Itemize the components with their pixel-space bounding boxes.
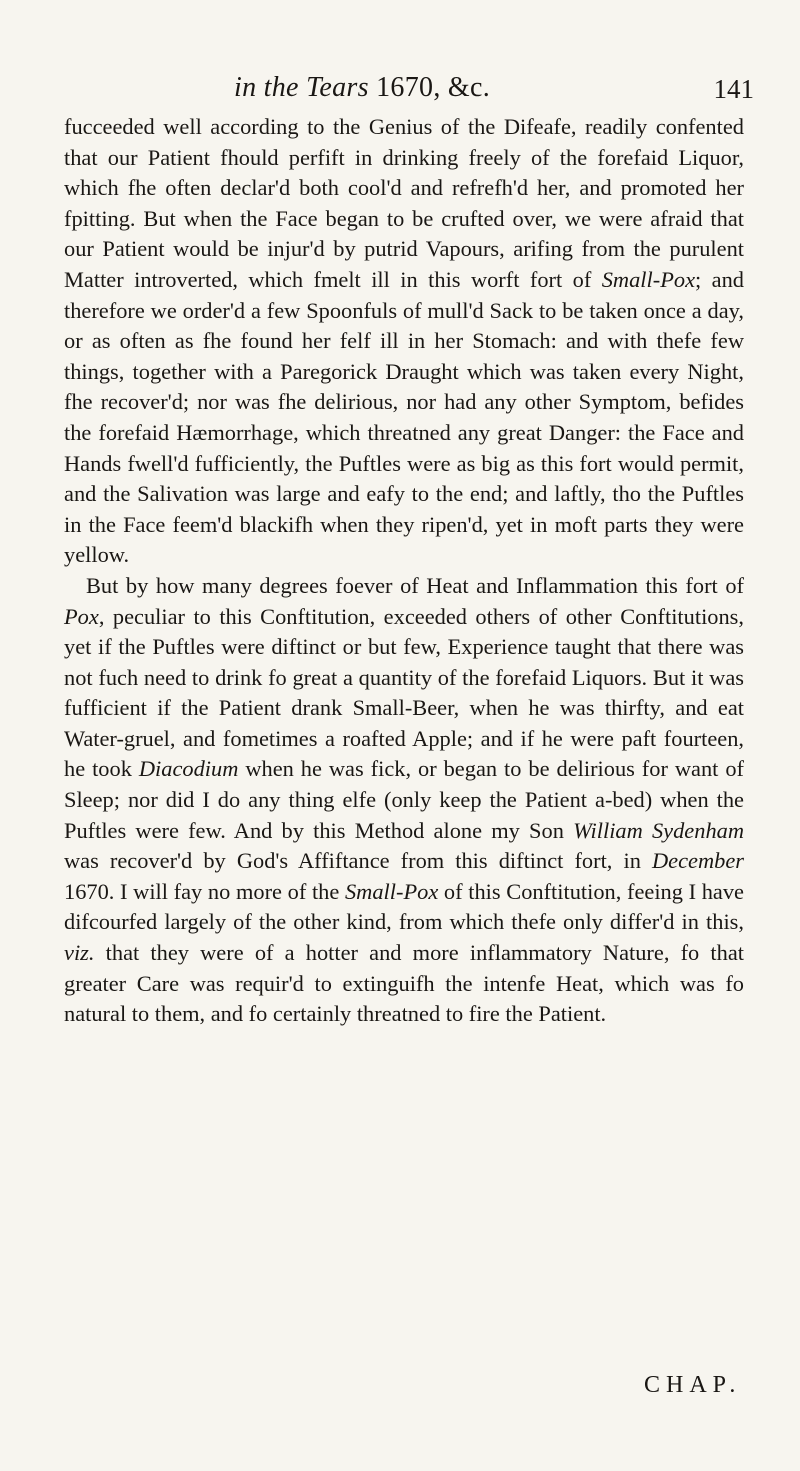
text-run: ; and therefore we order'd a few Spoonfuls of mull'd Sack to be taken once a day, or as often as fhe found her felf ill in her Stomach: and with thefe few things, together with a Paregorick Draught which was taken every Night, fhe recover'd; nor was fhe delirious, nor had any other Symptom, befides the forefaid Hæmorrhage, which threatned any great Danger: the Face and Hands fwell'd fufficiently, the Puftles were as big as this fort would permit, and the Salivation was large and eafy to the end; and laftly, tho the Puftles in the Face feem'd blackifh when they ripen'd, yet in moft parts they were yellow.	[64, 266, 744, 568]
italic-text-run: William Sydenham	[573, 817, 744, 843]
text-run: fucceeded well according to the Genius of the Difeafe, readily confented that our Patient fhould perfift in drinking freely of the forefaid Liquor, which fhe often declar'd both cool'd and refrefh'd her, and promoted her fpitting. But when the Face began to be crufted over, we were afraid that our Patient would be injur'd by putrid Vapours, arifing from the purulent Matter introverted, which fmelt ill in this worft fort of	[64, 114, 744, 292]
text-run: But by how many degrees foever of Heat and Inflammation this fort of	[86, 572, 744, 598]
text-run: that they were of a hotter and more inflammatory Nature, fo that greater Care was requir'd to extinguifh the intenfe Heat, which was fo natural to them, and fo certainly threatned to fire the Patient.	[64, 940, 744, 1027]
italic-text-run: Small-Pox	[601, 266, 696, 292]
text-run: of this Conftitution, feeing I have difcourfed largely of the other kind, from which thefe only differ'd in this,	[64, 878, 744, 935]
italic-text-run: Pox	[64, 603, 99, 629]
paragraph	[64, 571, 744, 1030]
running-head-suffix: , &c.	[433, 72, 491, 103]
body-text	[64, 112, 744, 1030]
italic-text-run: Small-Pox	[344, 878, 439, 904]
text-run: , peculiar to this Conftitution, exceeded others of other Conftitutions, yet if the Puftles were diftinct or but few, Experience taught that there was not fuch need to drink fo great a quantity of the forefaid Liquors. But it was fufficient if the Patient drank Small-Beer, when he was thirfty, and eat Water-gruel, and fometimes a roafted Apple; and if he were paft fourteen, he took	[64, 603, 744, 782]
running-head-prefix: in the Tears	[234, 72, 377, 103]
page-number: 141	[713, 74, 754, 104]
catchword: CHAP.	[644, 1372, 742, 1398]
running-head-year: 1670	[376, 72, 434, 103]
italic-text-run: Diacodium	[138, 756, 239, 782]
italic-text-run: December	[651, 848, 744, 874]
paragraph	[64, 112, 744, 571]
text-run: was recover'd by God's Affiftance from this diftinct fort, in	[64, 848, 652, 874]
text-run: 1670. I will fay no more of the	[64, 878, 345, 904]
italic-text-run: viz.	[64, 940, 95, 966]
text-run: when he was fick, or began to be delirious for want of Sleep; nor did I do any thing elfe (only keep the Patient a-bed) when the Puftles were few. And by this Method alone my Son	[64, 756, 744, 843]
running-head-title	[234, 72, 490, 104]
running-head	[64, 72, 754, 112]
